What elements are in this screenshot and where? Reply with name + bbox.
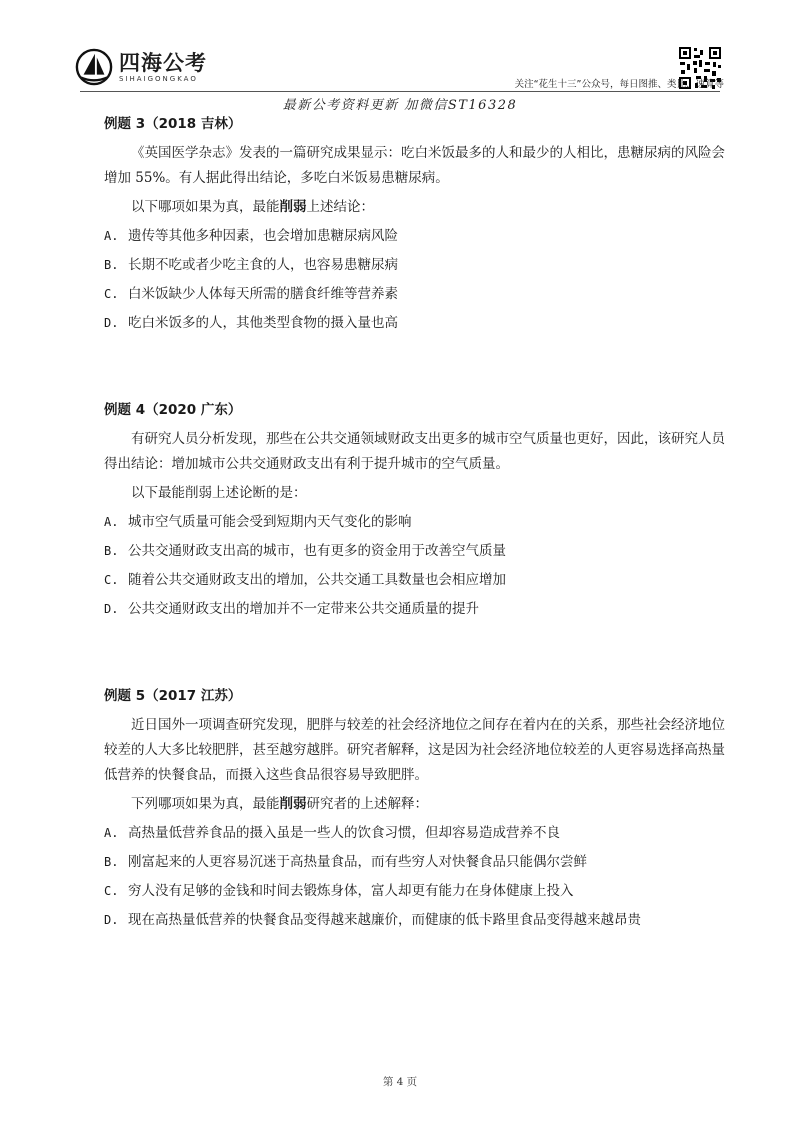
section-spacer (104, 336, 728, 398)
option-c (104, 568, 728, 593)
question-title: 例题 4（2020 广东） (104, 402, 242, 418)
option-text: 白米饭缺少人体每天所需的膳食纤维等营养素 (128, 286, 398, 302)
option-text: 城市空气质量可能会受到短期内天气变化的影响 (128, 514, 412, 530)
question-block (104, 398, 728, 622)
section-spacer (104, 622, 728, 684)
option-letter: B. (104, 855, 119, 869)
option-letter: C. (104, 884, 119, 898)
question-prompt (104, 481, 728, 506)
option-letter: C. (104, 287, 119, 301)
prompt-keyword: 削弱 (279, 796, 307, 812)
option-letter: A. (104, 826, 119, 840)
prompt-text: 以下最能削弱上述论断的是： (131, 485, 307, 501)
option-text: 现在高热量低营养的快餐食品变得越来越廉价，而健康的低卡路里食品变得越来越昂贵 (128, 912, 641, 928)
option-text: 吃白米饭多的人，其他类型食物的摄入量也高 (128, 315, 398, 331)
option-c (104, 879, 728, 904)
question-prompt (104, 195, 728, 220)
prompt-text: 上述结论： (306, 199, 374, 215)
option-b (104, 253, 728, 278)
brand-logo (75, 48, 207, 86)
option-letter: D. (104, 913, 119, 927)
option-text: 穷人没有足够的金钱和时间去锻炼身体，富人却更有能力在身体健康上投入 (128, 883, 574, 899)
option-d (104, 311, 728, 336)
question-block (104, 684, 728, 933)
option-a (104, 224, 728, 249)
logo-chinese-name: 四海公考 (119, 50, 207, 75)
question-content (104, 112, 728, 933)
option-d (104, 597, 728, 622)
question-stem: 有研究人员分析发现，那些在公共交通领域财政支出更多的城市空气质量也更好，因此，该研究人员得出结论：增加城市公共交通财政支出有利于提升城市的空气质量。 (104, 431, 725, 472)
option-letter: B. (104, 258, 119, 272)
prompt-keyword: 削弱 (279, 199, 307, 215)
option-letter: D. (104, 316, 119, 330)
option-letter: D. (104, 602, 119, 616)
question-block (104, 112, 728, 336)
question-prompt (104, 792, 728, 817)
sailboat-logo-icon (75, 48, 113, 86)
option-text: 刚富起来的人更容易沉迷于高热量食品，而有些穷人对快餐食品只能偶尔尝鲜 (128, 854, 587, 870)
prompt-text: 研究者的上述解释： (306, 796, 428, 812)
option-text: 随着公共交通财政支出的增加，公共交通工具数量也会相应增加 (128, 572, 506, 588)
option-text: 高热量低营养食品的摄入虽是一些人的饮食习惯，但却容易造成营养不良 (128, 825, 560, 841)
option-text: 长期不吃或者少吃主食的人，也容易患糖尿病 (128, 257, 398, 273)
prompt-text: 下列哪项如果为真，最能 (131, 796, 280, 812)
option-letter: A. (104, 229, 119, 243)
page-number: 第 4 页 (382, 1076, 418, 1088)
option-b (104, 850, 728, 875)
prompt-text: 以下哪项如果为真，最能 (131, 199, 280, 215)
option-d (104, 908, 728, 933)
option-letter: C. (104, 573, 119, 587)
page-header (0, 0, 800, 113)
question-title: 例题 3（2018 吉林） (104, 116, 242, 132)
option-b (104, 539, 728, 564)
option-c (104, 282, 728, 307)
header-slogan: 关注“花生十三”公众号，每日图推、类比、速算等 (514, 79, 724, 90)
question-title: 例题 5（2017 江苏） (104, 688, 242, 704)
option-a (104, 510, 728, 535)
option-a (104, 821, 728, 846)
logo-english-name: SIHAIGONGKAO (119, 74, 198, 83)
option-letter: B. (104, 544, 119, 558)
option-text: 公共交通财政支出的增加并不一定带来公共交通质量的提升 (128, 601, 479, 617)
header-divider (80, 91, 720, 92)
question-stem: 《英国医学杂志》发表的一篇研究成果显示：吃白米饭最多的人和最少的人相比，患糖尿病的风险会增加 55%。有人据此得出结论，多吃白米饭易患糖尿病。 (104, 145, 725, 186)
update-banner: 最新公考资料更新 加微信ST16328 (282, 98, 518, 113)
option-letter: A. (104, 515, 119, 529)
option-text: 公共交通财政支出高的城市，也有更多的资金用于改善空气质量 (128, 543, 506, 559)
question-stem: 近日国外一项调查研究发现，肥胖与较差的社会经济地位之间存在着内在的关系，那些社会经济地位较差的人大多比较肥胖，甚至越穷越胖。研究者解释，这是因为社会经济地位较差的人更容易选择高热量低营养的快餐食品，而摄入这些食品很容易导致肥胖。 (104, 717, 725, 783)
option-text: 遗传等其他多种因素，也会增加患糖尿病风险 (128, 228, 398, 244)
